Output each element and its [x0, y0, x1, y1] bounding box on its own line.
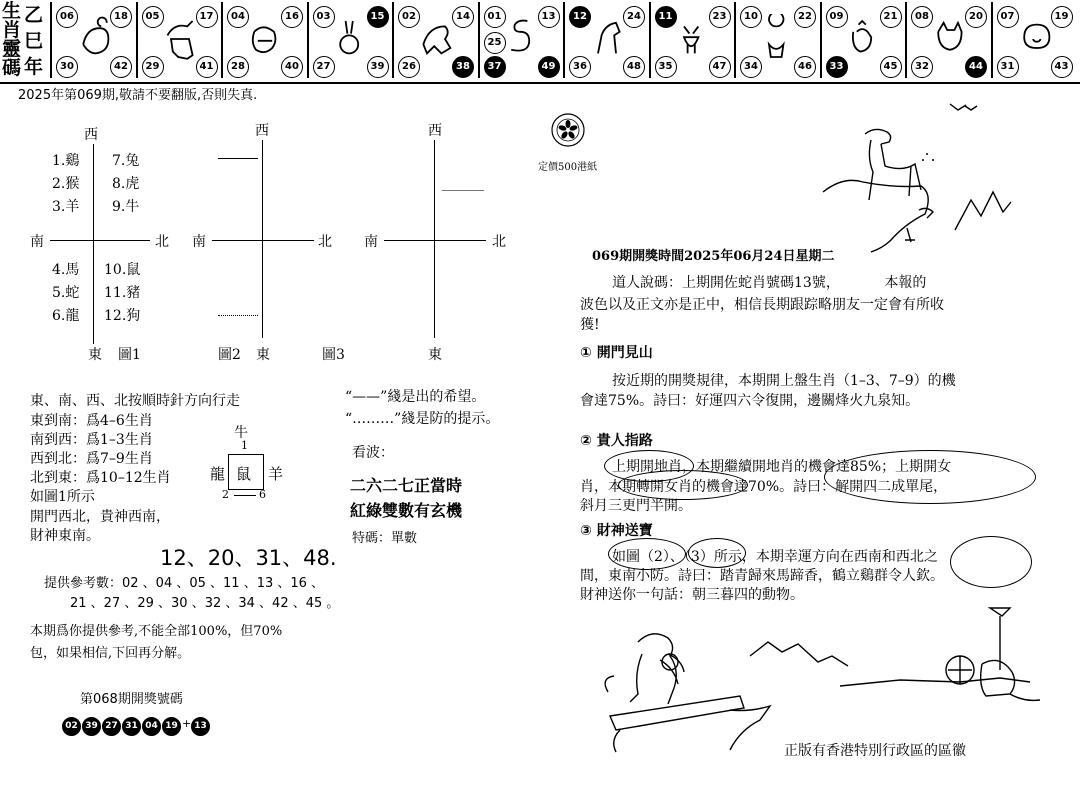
east-label: 東: [428, 347, 442, 363]
south-label: 南: [364, 234, 378, 250]
east-label: 東: [256, 347, 270, 363]
zodiac-number: 23: [709, 6, 731, 28]
zodiac-number: 29: [142, 56, 164, 78]
mini-right-label: 羊: [268, 465, 284, 483]
section-title: ③ 財神送寶: [580, 523, 653, 539]
section-line: 會達75%。詩曰：好運四六令復開，邊關烽火九泉知。: [580, 393, 920, 409]
zodiac-list-item: 8.虎: [112, 176, 140, 192]
zodiac-number: 38: [452, 56, 474, 78]
header-title-col1: [2, 2, 24, 78]
header-title-col2: [24, 2, 46, 80]
issue-line: 2025年第069期,敬請不要翻版,否則失真.: [18, 88, 258, 103]
zodiac-number: 30: [56, 56, 78, 78]
legend-dotted-line: “………”綫是防的提示。: [345, 411, 500, 427]
zodiac-list-item: 10.鼠: [104, 262, 141, 278]
figure-label: 圖1: [118, 347, 141, 363]
zodiac-cell-rooster: [820, 2, 906, 78]
section-line: 肖，本期轉開女肖的機會達70%。詩曰：解開四二成單尾，: [580, 479, 948, 495]
axis-horizontal: [50, 240, 150, 241]
horse-icon: [589, 14, 625, 64]
zodiac-list-item: 5.蛇: [52, 285, 80, 301]
dragon-icon: [418, 14, 454, 64]
mini-connector: [234, 495, 256, 496]
dog-illustration: [815, 100, 1015, 260]
zodiac-number: 43: [1051, 56, 1073, 78]
zodiac-number: 39: [367, 56, 389, 78]
zodiac-cell-horse: [563, 2, 649, 78]
zodiac-number: 37: [484, 56, 506, 78]
south-label: 南: [30, 234, 44, 250]
title-char: 乙: [24, 4, 44, 26]
title-char: 生: [2, 0, 22, 22]
wave-label: 看波：: [352, 445, 394, 461]
figure-label: 圖3: [322, 347, 345, 363]
highlight-ellipse: [824, 450, 1036, 504]
zodiac-number: 17: [196, 6, 218, 28]
zodiac-number: 14: [452, 6, 474, 28]
snake-icon: [504, 14, 540, 64]
hope-line: [442, 190, 484, 191]
zodiac-number: 26: [398, 56, 420, 78]
section-line: 如圖（2）、（3）所示，本期幸運方向在西南和西北之: [612, 549, 938, 565]
west-label: 西: [84, 127, 98, 143]
pig-icon: [1017, 14, 1053, 64]
title-char: 年: [24, 56, 44, 78]
previous-draw-balls: [62, 713, 211, 736]
draw-ball: 19: [162, 717, 181, 736]
zodiac-number: 34: [740, 56, 762, 78]
rule-line: 東到南：爲4–6生肖: [30, 413, 153, 429]
zodiac-cell-snake: [478, 2, 564, 78]
section-line: 間，東南小防。詩曰：踏青歸來馬蹄香，鶴立鷄群令人欽。: [580, 568, 944, 584]
zodiac-number: 16: [281, 6, 303, 28]
caution-line: [218, 315, 258, 316]
axis-vertical: [93, 144, 94, 344]
hk-emblem: [550, 112, 586, 148]
reference-numbers: 提供參考數：02 、04 、05 、11 、13 、16 、: [44, 576, 325, 591]
zodiac-list-item: 2.猴: [52, 176, 80, 192]
zodiac-number: 19: [1051, 6, 1073, 28]
monkey-icon: [760, 14, 796, 64]
zodiac-number: 27: [313, 56, 335, 78]
section-line: 財神送你一句話：朝三暮四的動物。: [580, 587, 804, 603]
zodiac-number: 03: [313, 6, 335, 28]
zodiac-cell-pig: [991, 2, 1077, 78]
zodiac-number: 49: [538, 56, 560, 78]
zodiac-number: 36: [569, 56, 591, 78]
section-title: ② 貴人指路: [580, 433, 653, 449]
zodiac-list-item: 11.豬: [104, 285, 141, 301]
zodiac-number: 01: [484, 6, 506, 28]
zodiac-number: 04: [227, 6, 249, 28]
highlight-ellipse: [608, 538, 686, 570]
axis-horizontal: [384, 240, 486, 241]
zodiac-number: 18: [110, 6, 132, 28]
tiger-icon: [247, 14, 283, 64]
zodiac-list-item: 9.牛: [112, 199, 140, 215]
mini-top-num: 1: [241, 439, 248, 452]
mini-top-label: 牛: [234, 425, 248, 441]
axis-horizontal: [212, 240, 314, 241]
north-label: 北: [492, 234, 506, 250]
zodiac-number: 41: [196, 56, 218, 78]
intro-line: 波色以及正文亦是正中，相信長期跟踪略朋友一定會有所收: [580, 297, 944, 313]
section-line: 斜月三更門半開。: [580, 498, 692, 514]
ox-icon: [162, 14, 198, 64]
reference-numbers: 21 、27 、29 、30 、32 、34 、42 、45 。: [70, 596, 340, 611]
rabbit-icon: [333, 14, 369, 64]
mini-left-label: 龍: [210, 465, 226, 483]
west-label: 西: [255, 123, 269, 139]
wave-line: 二六二七正當時: [350, 476, 463, 495]
title-char: 碼: [2, 57, 22, 79]
axis-vertical: [262, 140, 263, 338]
draw-ball: 27: [102, 717, 121, 736]
rule-line: 西到北：爲7–9生肖: [30, 451, 153, 467]
zodiac-cell-ox: [136, 2, 222, 78]
highlight-ellipse: [688, 538, 746, 568]
monkey-rat-illustration: [590, 600, 1060, 760]
zodiac-number: 12: [569, 6, 591, 28]
north-label: 北: [318, 234, 332, 250]
previous-draw-label: 第068期開獎號碼: [80, 692, 183, 707]
north-label: 北: [155, 234, 169, 250]
zodiac-number: 05: [142, 6, 164, 28]
footer-note: 正版有香港特別行政區的區徽: [784, 743, 966, 759]
draw-ball: 02: [62, 717, 81, 736]
mini-left-num: 2: [222, 488, 229, 501]
zodiac-number: 11: [655, 6, 677, 28]
plus-sign: +: [182, 717, 192, 730]
zodiac-number: 13: [538, 6, 560, 28]
zodiac-number: 09: [826, 6, 848, 28]
zodiac-number: 48: [623, 56, 645, 78]
south-label: 南: [192, 234, 206, 250]
rule-line: 財神東南。: [30, 528, 100, 544]
east-label: 東: [88, 347, 102, 363]
rooster-icon: [846, 14, 882, 64]
zodiac-cell-dragon: [392, 2, 478, 78]
zodiac-number: 21: [880, 6, 902, 28]
zodiac-list-item: 1.鷄: [52, 153, 80, 169]
zodiac-list-item: 6.龍: [52, 308, 80, 324]
title-char: 靈: [2, 38, 22, 60]
draw-time: 069期開獎時間2025年06月24日星期二: [592, 249, 835, 264]
zodiac-list-item: 12.狗: [104, 308, 141, 324]
zodiac-header: [0, 0, 1080, 84]
section-line: 按近期的開獎規律，本期開上盤生肖（1–3、7–9）的機: [612, 373, 956, 389]
zodiac-number: 40: [281, 56, 303, 78]
zodiac-number: 31: [997, 56, 1019, 78]
zodiac-number: 25: [484, 32, 506, 54]
hope-line: [218, 158, 258, 159]
zodiac-number: 33: [826, 56, 848, 78]
rule-line: 東、南、西、北按順時針方向行走: [30, 393, 240, 409]
zodiac-number: 45: [880, 56, 902, 78]
zodiac-cell-rabbit: [307, 2, 393, 78]
zodiac-number: 02: [398, 6, 420, 28]
zodiac-number: 06: [56, 6, 78, 28]
intro-line: 道人說碼：上期開佐蛇肖號碼13號， 本報的: [612, 275, 927, 291]
special-code: 特碼：單數: [352, 531, 418, 546]
zodiac-list-item: 7.兔: [112, 153, 140, 169]
zodiac-list-item: 3.羊: [52, 199, 80, 215]
note-line: 本期爲你提供參考,不能全部100%，但70%: [30, 624, 283, 639]
highlight-ellipse: [950, 536, 1032, 588]
wave-line: 紅綠雙數有玄機: [350, 501, 463, 520]
mouse-icon: [76, 14, 112, 64]
draw-ball: 13: [191, 717, 210, 736]
legend-solid-line: “——”綫是出的希望。: [345, 389, 486, 405]
zodiac-cell-mouse: [50, 2, 136, 78]
zodiac-number: 22: [794, 6, 816, 28]
figure-label: 圖2: [218, 347, 241, 363]
zodiac-number: 46: [794, 56, 816, 78]
zodiac-cell-tiger: [221, 2, 307, 78]
title-char: 肖: [2, 19, 22, 41]
rule-line: 開門西北，貴神西南，: [30, 509, 170, 525]
title-char: 巳: [24, 30, 44, 52]
rule-line: 南到西：爲1–3生肖: [30, 432, 153, 448]
zodiac-number: 10: [740, 6, 762, 28]
section-title: ① 開門見山: [580, 345, 653, 361]
zodiac-number: 35: [655, 56, 677, 78]
zodiac-cell-goat: [649, 2, 735, 78]
dog-icon: [931, 14, 967, 64]
zodiac-list-item: 4.馬: [52, 262, 80, 278]
draw-ball: 31: [122, 717, 141, 736]
draw-ball: 39: [82, 717, 101, 736]
main-numbers: 12、20、31、48.: [160, 546, 337, 570]
zodiac-cell-monkey: [734, 2, 820, 78]
note-line: 包，如果相信,下回再分解。: [30, 646, 191, 661]
intro-line: 獲!: [580, 317, 600, 333]
mini-right-num: 6: [259, 488, 266, 501]
section-line: 上期開地肖，本期繼續開地肖的機會達85%；上期開女: [612, 459, 952, 475]
zodiac-number: 08: [911, 6, 933, 28]
zodiac-number: 32: [911, 56, 933, 78]
zodiac-number: 47: [709, 56, 731, 78]
mini-center-label: 鼠: [236, 465, 252, 483]
zodiac-number: 28: [227, 56, 249, 78]
highlight-ellipse: [618, 470, 748, 500]
rule-line: 如圖1所示: [30, 489, 95, 505]
draw-ball: 04: [142, 717, 161, 736]
west-label: 西: [428, 123, 442, 139]
price-label: 定價500港紙: [538, 162, 598, 173]
goat-icon: [675, 14, 711, 64]
zodiac-cell-dog: [905, 2, 991, 78]
axis-vertical: [434, 140, 435, 338]
zodiac-number: 42: [110, 56, 132, 78]
zodiac-number: 20: [965, 6, 987, 28]
zodiac-number: 07: [997, 6, 1019, 28]
rule-line: 北到東：爲10–12生肖: [30, 470, 171, 486]
zodiac-number: 44: [965, 56, 987, 78]
zodiac-number: 15: [367, 6, 389, 28]
zodiac-number: 24: [623, 6, 645, 28]
